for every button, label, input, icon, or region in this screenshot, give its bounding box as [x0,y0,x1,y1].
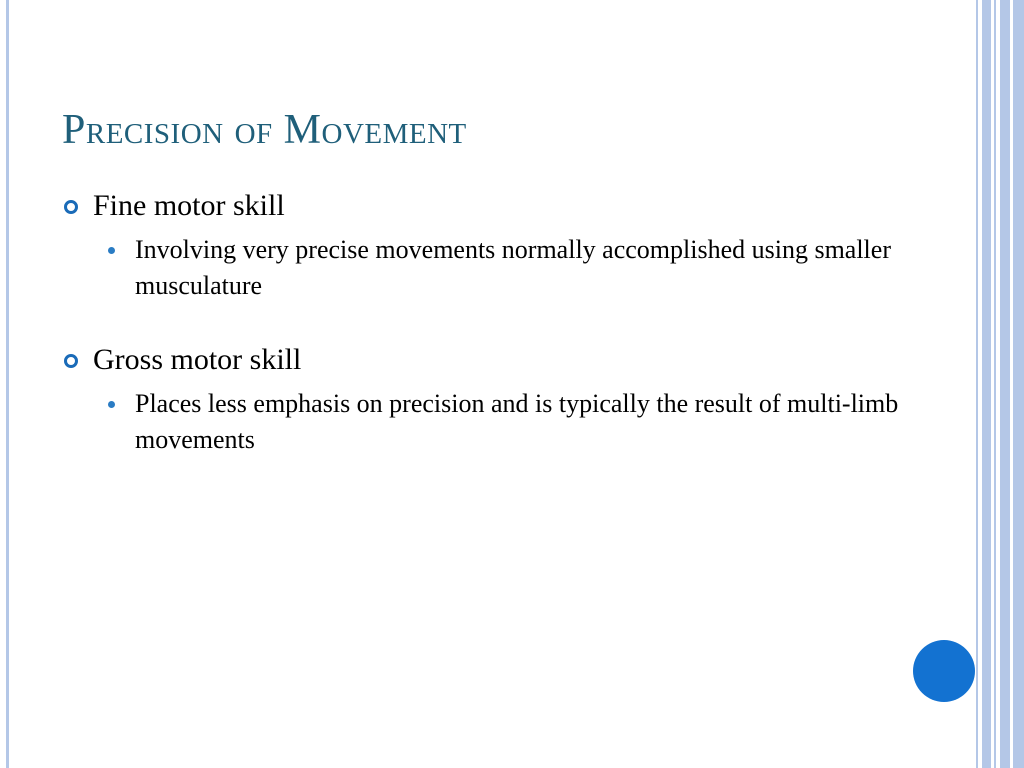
right-frame-line [994,0,996,768]
slide-title: Precision of Movement [62,107,467,153]
sub-bullet-text: Involving very precise movements normally accomplished using smaller musculature [135,235,891,300]
circle-decoration [913,640,975,702]
right-frame-band [982,0,991,768]
bullet-item [60,186,920,226]
sub-bullet-item [60,386,920,458]
sub-bullet-text: Places less emphasis on precision and is typically the result of multi-limb movements [135,389,899,454]
ring-bullet-icon [64,200,78,214]
dot-bullet-icon [108,247,115,254]
bullet-text: Fine motor skill [93,189,285,222]
slide-content [60,186,920,458]
right-frame-gap [1010,0,1013,768]
left-frame-line [6,0,9,768]
bullet-group-gross [60,340,920,458]
dot-bullet-icon [108,401,115,408]
bullet-text: Gross motor skill [93,343,302,376]
bullet-item [60,340,920,380]
right-frame-line [976,0,978,768]
sub-bullet-item [60,232,920,304]
ring-bullet-icon [64,354,78,368]
bullet-group-fine [60,186,920,304]
